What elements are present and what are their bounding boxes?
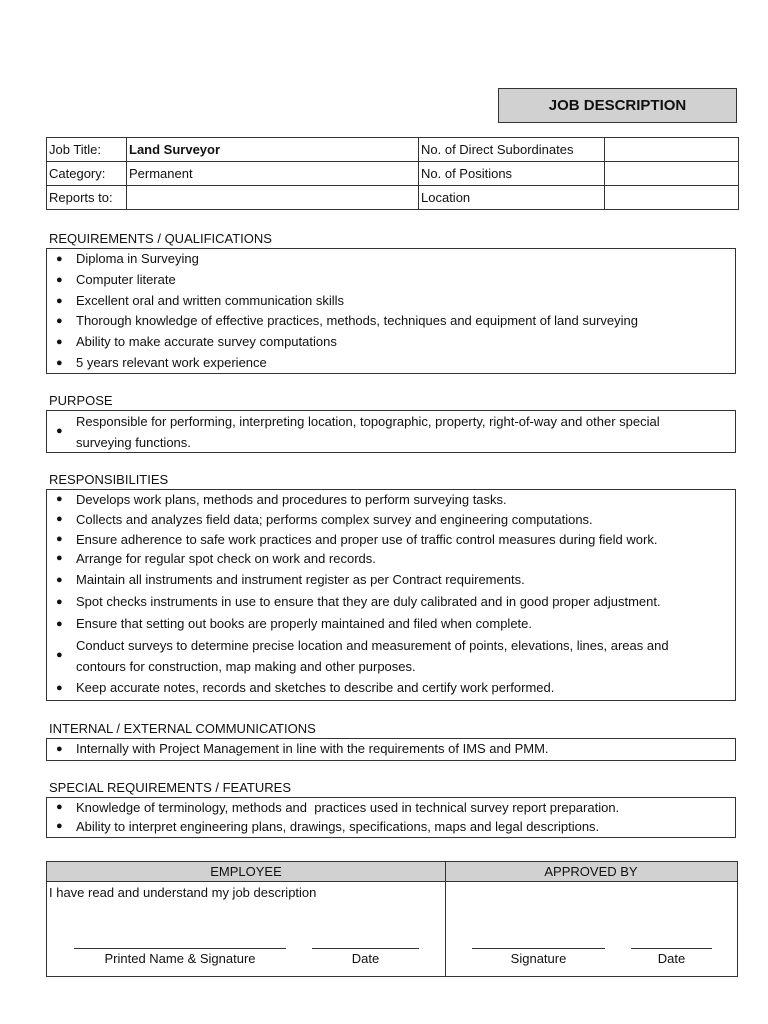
bullet-icon: ● [56, 820, 63, 832]
direct-subordinates-value[interactable] [605, 138, 739, 162]
bullet-icon: ● [56, 253, 63, 265]
special-requirements-heading: SPECIAL REQUIREMENTS / FEATURES [49, 780, 291, 795]
table-row [47, 138, 739, 162]
list-item: ● Thorough knowledge of effective practices, methods, techniques and equipment of land surveying [47, 311, 735, 332]
document-title: JOB DESCRIPTION [498, 88, 737, 123]
employee-date-line[interactable] [312, 948, 419, 949]
location-value[interactable] [605, 186, 739, 210]
list-item: ● Collects and analyzes field data; performs complex survey and engineering computations. [47, 510, 735, 530]
table-row [47, 186, 739, 210]
bullet-icon: ● [56, 574, 63, 587]
list-item: ● Knowledge of terminology, methods and practices used in technical survey report preparation. [56, 800, 620, 815]
bullet-icon: ● [56, 618, 63, 631]
employee-heading: EMPLOYEE [47, 862, 445, 882]
job-title-value[interactable]: Land Surveyor [127, 138, 419, 162]
bullet-icon: ● [56, 356, 63, 369]
job-info-table [46, 137, 739, 210]
bullet-icon: ● [56, 425, 63, 437]
bullet-icon: ● [56, 682, 63, 695]
job-title-label: Job Title: [47, 138, 127, 162]
direct-subordinates-label: No. of Direct Subordinates [419, 138, 605, 162]
bullet-icon: ● [56, 649, 63, 662]
list-item: ● Ensure adherence to safe work practices and proper use of traffic control measures during field work. [47, 530, 735, 550]
list-item: ● Ability to make accurate survey computations [47, 332, 735, 353]
list-item: ● Arrange for regular spot check on work and records. [47, 549, 735, 569]
printed-name-signature-line[interactable] [74, 948, 286, 949]
list-item: ● Responsible for performing, interpreting location, topographic, property, right-of-way and other special surveying functions. [56, 414, 660, 450]
bullet-icon: ● [56, 552, 63, 565]
responsibilities-heading: RESPONSIBILITIES [49, 472, 169, 487]
signoff-table [46, 861, 738, 977]
approver-signature-line[interactable] [472, 948, 605, 949]
list-item: ● Diploma in Surveying [47, 249, 735, 270]
approver-date-line[interactable] [631, 948, 712, 949]
purpose-heading: PURPOSE [49, 393, 113, 408]
reports-to-value[interactable] [127, 186, 419, 210]
responsibilities-box [46, 489, 736, 701]
bullet-icon: ● [56, 315, 63, 328]
column-divider [445, 862, 446, 976]
list-item: ● Internally with Project Management in line with the requirements of IMS and PMM. [47, 739, 735, 759]
table-row [47, 162, 739, 186]
list-item: ● Develops work plans, methods and procedures to perform surveying tasks. [47, 490, 735, 510]
positions-value[interactable] [605, 162, 739, 186]
printed-name-label: Printed Name & Signature [104, 951, 256, 966]
bullet-icon: ● [56, 743, 63, 755]
signature-label: Signature [510, 951, 567, 966]
purpose-box [46, 410, 736, 453]
requirements-box [46, 248, 736, 374]
reports-to-label: Reports to: [47, 186, 127, 210]
requirements-heading: REQUIREMENTS / QUALIFICATIONS [49, 231, 272, 246]
list-item: ● Maintain all instruments and instrument register as per Contract requirements. [47, 569, 735, 591]
communications-heading: INTERNAL / EXTERNAL COMMUNICATIONS [49, 721, 316, 736]
bullet-icon: ● [56, 596, 63, 609]
list-item: ● Keep accurate notes, records and sketches to describe and certify work performed. [47, 677, 735, 699]
approved-by-heading: APPROVED BY [445, 862, 737, 882]
approver-date-label: Date [657, 951, 686, 966]
communications-box [46, 738, 736, 761]
employee-date-label: Date [351, 951, 380, 966]
bullet-icon: ● [56, 512, 63, 525]
location-label: Location [419, 186, 605, 210]
bullet-icon: ● [56, 493, 63, 505]
bullet-icon: ● [56, 336, 63, 349]
list-item: ● Conduct surveys to determine precise location and measurement of points, elevations, lines, areas and contours for construction, map making and other purposes. [56, 638, 669, 675]
list-item: ● Ensure that setting out books are properly maintained and filed when complete. [47, 613, 735, 635]
positions-label: No. of Positions [419, 162, 605, 186]
bullet-icon: ● [56, 532, 63, 545]
bullet-icon: ● [56, 801, 63, 813]
category-label: Category: [47, 162, 127, 186]
list-item: ● 5 years relevant work experience [47, 353, 735, 374]
bullet-icon: ● [56, 294, 63, 307]
category-value[interactable]: Permanent [127, 162, 419, 186]
special-requirements-box [46, 797, 736, 838]
bullet-icon: ● [56, 273, 63, 286]
list-item: ● Spot checks instruments in use to ensure that they are duly calibrated and in good proper adjustment. [47, 591, 735, 613]
list-item: ● Computer literate [47, 270, 735, 291]
list-item: ● Ability to interpret engineering plans, drawings, specifications, maps and legal descriptions. [56, 819, 600, 834]
acknowledgement-statement: I have read and understand my job description [49, 885, 317, 900]
list-item: ● Excellent oral and written communication skills [47, 291, 735, 312]
